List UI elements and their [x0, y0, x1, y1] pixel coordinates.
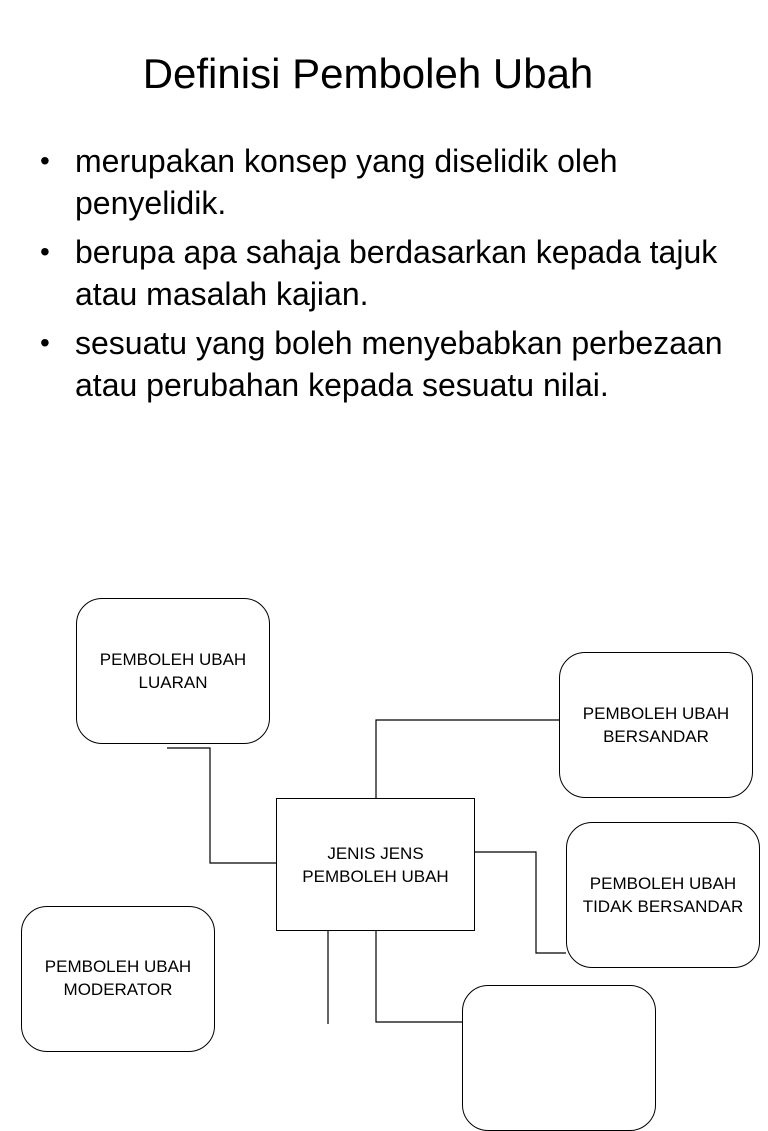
connector-luaran: [167, 748, 276, 863]
bullet-icon: •: [40, 145, 50, 176]
node-pemboleh-ubah-moderator: [21, 906, 215, 1052]
node-pemboleh-ubah-luaran: [76, 598, 270, 744]
bullet-text: sesuatu yang boleh menyebabkan perbezaan atau perubahan kepada sesuatu nilai.: [75, 325, 723, 403]
node-label-line2: BERSANDAR: [603, 727, 709, 746]
bullet-text: berupa apa sahaja berdasarkan kepada tajuk atau masalah kajian.: [75, 234, 718, 312]
node-label-line2: TIDAK BERSANDAR: [582, 897, 744, 916]
bullet-icon: •: [40, 327, 50, 358]
node-label-line2: MODERATOR: [63, 980, 173, 999]
node-jenis-pemboleh-ubah: [276, 798, 475, 931]
node-label-line1: PEMBOLEH UBAH: [589, 874, 737, 893]
node-label-line2: PEMBOLEH UBAH: [302, 866, 449, 886]
node-label-line2: LUARAN: [138, 673, 208, 692]
node-label-line1: PEMBOLEH UBAH: [44, 957, 192, 976]
node-label-line1: JENIS JENS: [327, 843, 424, 863]
node-pemboleh-ubah-tidak-bersandar: [566, 822, 760, 968]
node-pemboleh-ubah-bersandar: [559, 652, 753, 798]
node-label-line1: PEMBOLEH UBAH: [582, 704, 730, 723]
connector-bersandar: [376, 720, 560, 798]
slide-title: Definisi Pemboleh Ubah: [142, 50, 594, 97]
bullet-text: merupakan konsep yang diselidik oleh penyelidik.: [75, 143, 618, 221]
connector-bottom: [376, 930, 462, 1022]
connector-tidak-bersandar: [470, 852, 566, 953]
node-bottom-partial: [462, 985, 656, 1131]
bullet-icon: •: [40, 236, 50, 267]
node-label-line1: PEMBOLEH UBAH: [99, 650, 247, 669]
